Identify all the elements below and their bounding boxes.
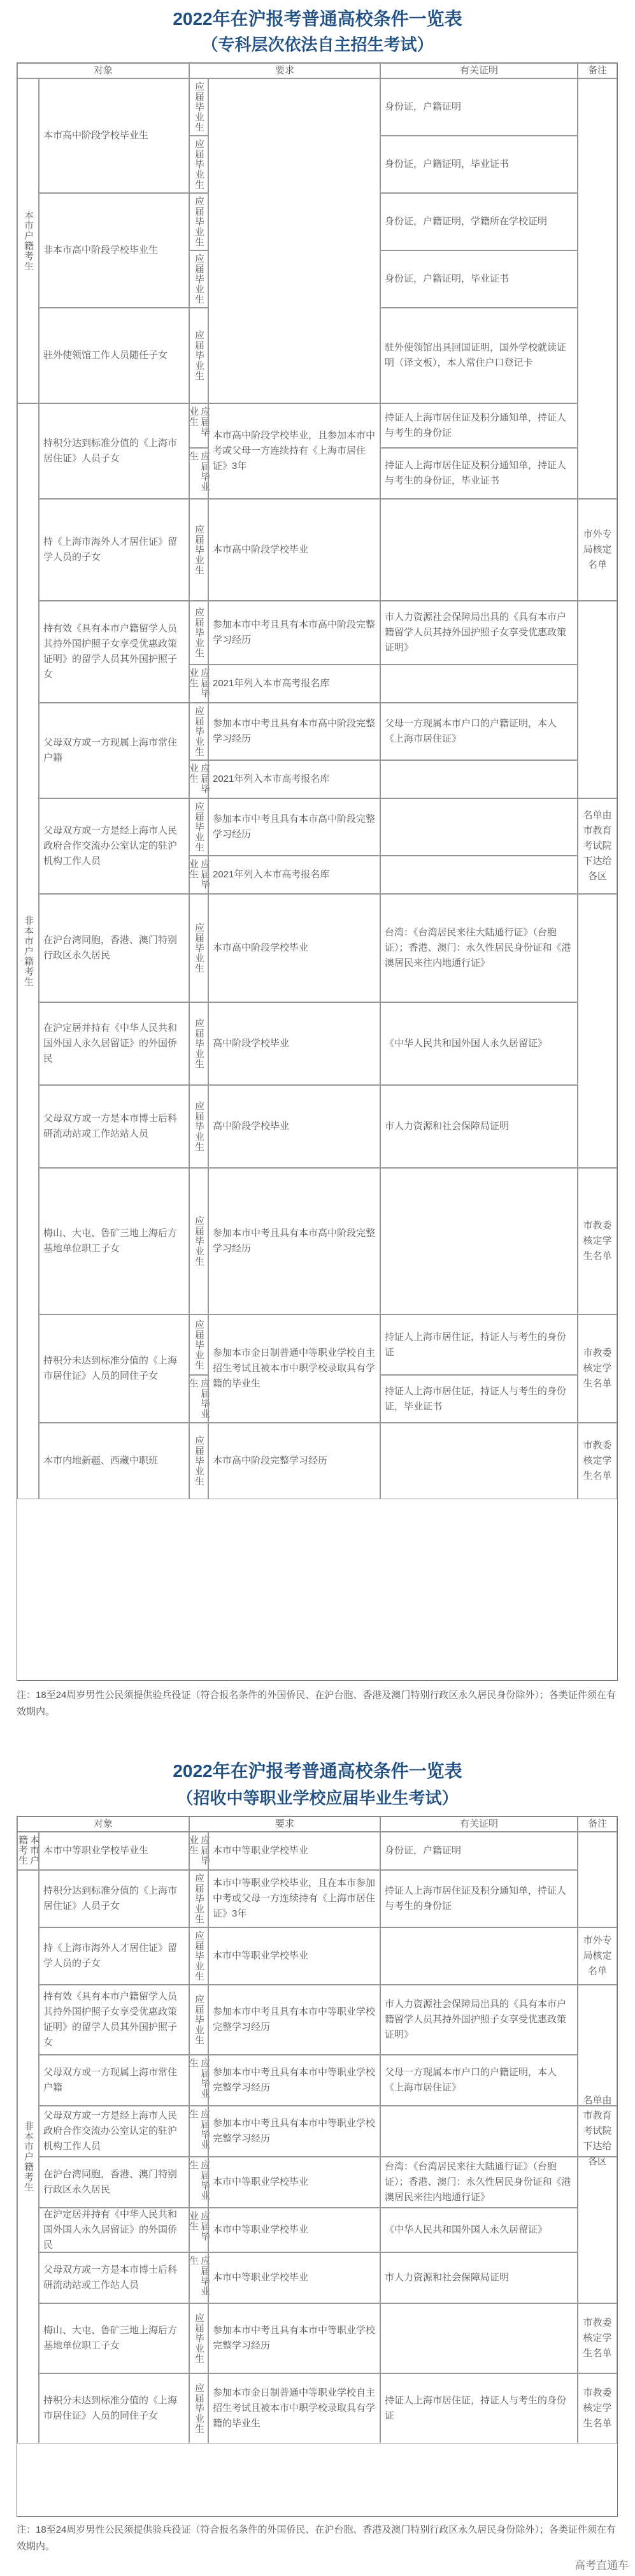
object-cell: 父母双方或一方是本市博士后科研流动站或工作站人员 bbox=[39, 2252, 189, 2303]
proof-cell bbox=[380, 2106, 578, 2157]
graduate-type-cell: 应届毕业生 bbox=[189, 2373, 208, 2443]
group-local: 本市户籍考生 bbox=[17, 1832, 39, 1870]
object-cell: 持《上海市海外人才居住证》留学人员的子女 bbox=[39, 1927, 189, 1985]
object-cell: 非本市高中阶段学校毕业生 bbox=[39, 193, 189, 308]
proof-cell: 持证人上海市居住证及积分通知单，持证人与考生的身份证，毕业证书 bbox=[380, 448, 578, 499]
graduate-type-cell: 应届毕业生 bbox=[189, 601, 208, 665]
note-cell: 名单由市教育考试院下达给各区 bbox=[578, 2106, 617, 2157]
note-cell: 市教委核定学生名单 bbox=[578, 2373, 617, 2443]
section-2-subtitle: （招收中等职业学校应届毕业生考试） bbox=[176, 1788, 459, 1808]
graduate-type-cell: 应届毕业生 bbox=[189, 193, 208, 250]
graduate-type-cell: 应届毕业生 bbox=[189, 665, 208, 703]
proof-cell: 市人力资源社会保障局出具的《具有本市户籍留学人员其持外国护照子女享受优惠政策证明》 bbox=[380, 601, 578, 665]
object-cell: 持积分未达到标准分值的《上海市居住证》人员的同住子女 bbox=[39, 2373, 189, 2443]
section-2-title: 2022年在沪报考普通高校条件一览表 bbox=[173, 1761, 462, 1781]
object-cell: 持积分未达到标准分值的《上海市居住证》人员的同住子女 bbox=[39, 1314, 189, 1423]
graduate-type-cell: 应届毕业生 bbox=[189, 1002, 208, 1085]
proof-cell: 市人力资源社会保障局出具的《具有本市户籍留学人员其持外国护照子女享受优惠政策证明》 bbox=[380, 1985, 578, 2055]
graduate-type-cell: 应届毕业生 bbox=[189, 448, 208, 499]
requirement-cell: 本市中等职业学校毕业 bbox=[208, 2157, 380, 2208]
requirement-cell: 参加本市中考且具有本市高中阶段完整学习经历 bbox=[208, 601, 380, 665]
graduate-type-cell: 应届毕业生 bbox=[189, 1832, 208, 1870]
note-cell bbox=[578, 601, 617, 798]
object-cell: 父母双方或一方是经上海市人民政府合作交流办公室认定的驻沪机构工作人员 bbox=[39, 798, 189, 894]
note-cell bbox=[578, 1985, 617, 2106]
proof-cell: 身份证，户籍证明，毕业证书 bbox=[380, 136, 578, 193]
requirement-cell: 本市中等职业学校毕业 bbox=[208, 2252, 380, 2303]
proof-cell: 《中华人民共和国外国人永久居留证》 bbox=[380, 1002, 578, 1085]
note-cell bbox=[578, 1832, 617, 1927]
note-cell: 市外专局核定名单 bbox=[578, 1927, 617, 1985]
section-1-title: 2022年在沪报考普通高校条件一览表 bbox=[173, 9, 462, 29]
header-requirement: 要求 bbox=[189, 1817, 380, 1832]
graduate-type-cell: 应届毕业生 bbox=[189, 308, 208, 403]
object-cell: 持积分达到标准分值的《上海市居住证》人员子女 bbox=[39, 403, 189, 499]
requirement-cell: 2021年列入本市高考报名库 bbox=[208, 760, 380, 798]
note-cell: 市教委核定学生名单 bbox=[578, 2303, 617, 2373]
graduate-type-cell: 应届毕业生 bbox=[189, 894, 208, 1002]
note-cell: 市教委核定学生名单 bbox=[578, 1168, 617, 1314]
proof-cell bbox=[380, 2303, 578, 2373]
table-1-notes: 注：18至24周岁男性公民须提供验兵役证（符合报名条件的外国侨民、在沪台胞、香港及澳门特别行政区永久居民身份除外）；各类证件须在有效期内。 bbox=[17, 1690, 616, 1717]
proof-cell: 身份证，户籍证明 bbox=[380, 1832, 578, 1870]
proof-cell: 台湾：《台湾居民来往大陆通行证》（台胞证）；香港、澳门：永久性居民身份证和《港澳居民来往内地通行证》 bbox=[380, 894, 578, 1002]
requirement-cell: 参加本市中考且具有本市中等职业学校完整学习经历 bbox=[208, 2055, 380, 2106]
graduate-type-cell: 应届毕业生 bbox=[189, 499, 208, 601]
table-2 bbox=[17, 1816, 618, 2517]
requirement-cell: 本市高中阶段学校毕业，且参加本市中考或父母一方连续持有《上海市居住证》3年 bbox=[208, 403, 380, 499]
object-cell: 在沪台湾同胞，香港、澳门特别行政区永久居民 bbox=[39, 894, 189, 1002]
requirement-cell: 本市高中阶段学校毕业 bbox=[208, 499, 380, 601]
graduate-type-cell: 应届毕业生 bbox=[189, 856, 208, 894]
header-requirement: 要求 bbox=[189, 63, 380, 78]
proof-cell: 持证人上海市居住证及积分通知单，持证人与考生的身份证 bbox=[380, 1870, 578, 1927]
graduate-type-cell: 应届毕业生 bbox=[189, 1375, 208, 1423]
requirement-cell: 2021年列入本市高考报名库 bbox=[208, 856, 380, 894]
object-cell: 持积分达到标准分值的《上海市居住证》人员子女 bbox=[39, 1870, 189, 1927]
proof-cell: 父母一方现属本市户口的户籍证明，本人《上海市居住证》 bbox=[380, 2055, 578, 2106]
object-cell: 父母双方或一方现属上海市常住户籍 bbox=[39, 2055, 189, 2106]
graduate-type-cell: 应届毕业生 bbox=[189, 2303, 208, 2373]
header-proof: 有关证明 bbox=[380, 63, 578, 78]
proof-cell bbox=[380, 760, 578, 798]
graduate-type-cell: 应届毕业生 bbox=[189, 2157, 208, 2208]
graduate-type-cell: 应届毕业生 bbox=[189, 136, 208, 193]
object-cell: 持有效《具有本市户籍留学人员其持外国护照子女享受优惠政策证明》的留学人员其外国护照子女 bbox=[39, 1985, 189, 2055]
note-cell bbox=[578, 2157, 617, 2303]
proof-cell bbox=[380, 499, 578, 601]
proof-cell: 持证人上海市居住证，持证人与考生的身份证 bbox=[380, 2373, 578, 2443]
requirement-cell bbox=[208, 78, 380, 403]
requirement-cell: 高中阶段学校毕业 bbox=[208, 1085, 380, 1168]
requirement-cell: 参加本市金日制普通中等职业学校自主招生考试且被本市中职学校录取具有学籍的毕业生 bbox=[208, 2373, 380, 2443]
group-nonlocal: 非本市户籍考生 bbox=[17, 1870, 39, 2443]
proof-cell: 父母一方现属本市户口的户籍证明，本人《上海市居住证》 bbox=[380, 703, 578, 760]
requirement-cell: 参加本市中考且具有本市中等职业学校完整学习经历 bbox=[208, 2303, 380, 2373]
table-2-notes: 注：18至24周岁男性公民须提供验兵役证（符合报名条件的外国侨民、在沪台胞、香港及澳门特别行政区永久居民身份除外）；各类证件须在有效期内。 bbox=[17, 2524, 616, 2552]
header-object: 对象 bbox=[17, 1817, 189, 1832]
object-cell: 父母双方或一方是经上海市人民政府合作交流办公室认定的驻沪机构工作人员 bbox=[39, 2106, 189, 2157]
requirement-cell: 本市中等职业学校毕业，且在本市参加中考或父母一方连续持有《上海市居住证》3年 bbox=[208, 1870, 380, 1927]
graduate-type-cell: 应届毕业生 bbox=[189, 1870, 208, 1927]
note-cell bbox=[578, 894, 617, 1168]
object-cell: 本市高中阶段学校毕业生 bbox=[39, 78, 189, 193]
header-note: 备注 bbox=[578, 1817, 617, 1832]
proof-cell: 《中华人民共和国外国人永久居留证》 bbox=[380, 2208, 578, 2252]
note-cell: 市教委核定学生名单 bbox=[578, 1314, 617, 1423]
graduate-type-cell: 应届毕业生 bbox=[189, 1423, 208, 1499]
graduate-type-cell: 应届毕业生 bbox=[189, 2208, 208, 2252]
graduate-type-cell: 应届毕业生 bbox=[189, 2252, 208, 2303]
header-object: 对象 bbox=[17, 63, 189, 78]
requirement-cell: 本市中等职业学校毕业 bbox=[208, 1927, 380, 1985]
graduate-type-cell: 应届毕业生 bbox=[189, 1927, 208, 1985]
requirement-cell: 参加本市中考且具有本市中等职业学校完整学习经历 bbox=[208, 2106, 380, 2157]
group-nonlocal: 非本市户籍考生 bbox=[17, 403, 39, 1499]
group-local: 本市户籍考生 bbox=[17, 78, 39, 403]
graduate-type-cell: 应届毕业生 bbox=[189, 798, 208, 856]
requirement-cell: 本市高中阶段学校毕业 bbox=[208, 894, 380, 1002]
requirement-cell: 本市中等职业学校毕业 bbox=[208, 2208, 380, 2252]
requirement-cell: 高中阶段学校毕业 bbox=[208, 1002, 380, 1085]
object-cell: 持《上海市海外人才居住证》留学人员的子女 bbox=[39, 499, 189, 601]
proof-cell: 持证人上海市居住证，持证人与考生的身份证，毕业证书 bbox=[380, 1375, 578, 1423]
graduate-type-cell: 应届毕业生 bbox=[189, 1314, 208, 1375]
note-cell bbox=[578, 78, 617, 499]
object-cell: 父母双方或一方是本市博士后科研流动站或工作站站人员 bbox=[39, 1085, 189, 1168]
proof-cell bbox=[380, 665, 578, 703]
requirement-cell: 参加本市金日制普通中等职业学校自主招生考试且被本市中职学校录取具有学籍的毕业生 bbox=[208, 1314, 380, 1423]
object-cell: 在沪台湾同胞，香港、澳门特别行政区永久居民 bbox=[39, 2157, 189, 2208]
requirement-cell: 2021年列入本市高考报名库 bbox=[208, 665, 380, 703]
graduate-type-cell: 应届毕业生 bbox=[189, 403, 208, 448]
graduate-type-cell: 应届毕业生 bbox=[189, 2106, 208, 2157]
proof-cell bbox=[380, 798, 578, 856]
graduate-type-cell: 应届毕业生 bbox=[189, 78, 208, 136]
graduate-type-cell: 应届毕业生 bbox=[189, 1168, 208, 1314]
requirement-cell: 本市高中阶段完整学习经历 bbox=[208, 1423, 380, 1499]
requirement-cell: 参加本市中考且具有本市高中阶段完整学习经历 bbox=[208, 703, 380, 760]
graduate-type-cell: 应届毕业生 bbox=[189, 760, 208, 798]
graduate-type-cell: 应届毕业生 bbox=[189, 250, 208, 308]
proof-cell bbox=[380, 856, 578, 894]
note-cell: 市外专局核定名单 bbox=[578, 499, 617, 601]
graduate-type-cell: 应届毕业生 bbox=[189, 2055, 208, 2106]
requirement-cell: 参加本市中考且具有本市高中阶段完整学习经历 bbox=[208, 798, 380, 856]
proof-cell bbox=[380, 1423, 578, 1499]
proof-cell: 市人力资源和社会保障局证明 bbox=[380, 1085, 578, 1168]
graduate-type-cell: 应届毕业生 bbox=[189, 1085, 208, 1168]
note-cell: 名单由市教育考试院下达给各区 bbox=[578, 798, 617, 894]
proof-cell bbox=[380, 1168, 578, 1314]
section-1-subtitle: （专科层次依法自主招生考试） bbox=[201, 35, 434, 54]
proof-cell: 身份证，户籍证明 bbox=[380, 78, 578, 136]
proof-cell: 市人力资源和社会保障局证明 bbox=[380, 2252, 578, 2303]
header-note: 备注 bbox=[578, 63, 617, 78]
graduate-type-cell: 应届毕业生 bbox=[189, 1985, 208, 2055]
proof-cell: 驻外使领馆出具回国证明，国外学校就读证明（译文板），本人常住户口登记卡 bbox=[380, 308, 578, 403]
object-cell: 梅山、大屯、鲁矿三地上海后方基地单位职工子女 bbox=[39, 1168, 189, 1314]
graduate-type-cell: 应届毕业生 bbox=[189, 703, 208, 760]
requirement-cell: 参加本市中考且具有本市高中阶段完整学习经历 bbox=[208, 1168, 380, 1314]
footer-watermark: 高考直通车 bbox=[574, 2559, 629, 2572]
object-cell: 本市内地新疆、西藏中职班 bbox=[39, 1423, 189, 1499]
object-cell: 在沪定居并持有《中华人民共和国外国人永久居留证》的外国侨民 bbox=[39, 2208, 189, 2252]
table-1 bbox=[17, 62, 618, 1681]
proof-cell: 台湾：《台湾居民来往大陆通行证》（台胞证）；香港、澳门：永久性居民身份证和《港澳居民来往内地通行证》 bbox=[380, 2157, 578, 2208]
object-cell: 本市中等职业学校毕业生 bbox=[39, 1832, 189, 1870]
header-proof: 有关证明 bbox=[380, 1817, 578, 1832]
object-cell: 在沪定居并持有《中华人民共和国外国人永久居留证》的外国侨民 bbox=[39, 1002, 189, 1085]
requirement-cell: 参加本市中考且具有本市中等职业学校完整学习经历 bbox=[208, 1985, 380, 2055]
note-cell: 市教委核定学生名单 bbox=[578, 1423, 617, 1499]
proof-cell: 持证人上海市居住证，持证人与考生的身份证 bbox=[380, 1314, 578, 1375]
proof-cell: 持证人上海市居住证及积分通知单，持证人与考生的身份证 bbox=[380, 403, 578, 448]
object-cell: 驻外使领馆工作人员随任子女 bbox=[39, 308, 189, 403]
proof-cell bbox=[380, 1927, 578, 1985]
requirement-cell: 本市中等职业学校毕业 bbox=[208, 1832, 380, 1870]
proof-cell: 身份证，户籍证明，毕业证书 bbox=[380, 250, 578, 308]
proof-cell: 身份证，户籍证明，学籍所在学校证明 bbox=[380, 193, 578, 250]
object-cell: 梅山、大屯、鲁矿三地上海后方基地单位职工子女 bbox=[39, 2303, 189, 2373]
object-cell: 父母双方或一方现属上海市常住户籍 bbox=[39, 703, 189, 798]
object-cell: 持有效《具有本市户籍留学人员其持外国护照子女享受优惠政策证明》的留学人员其外国护照子女 bbox=[39, 601, 189, 703]
